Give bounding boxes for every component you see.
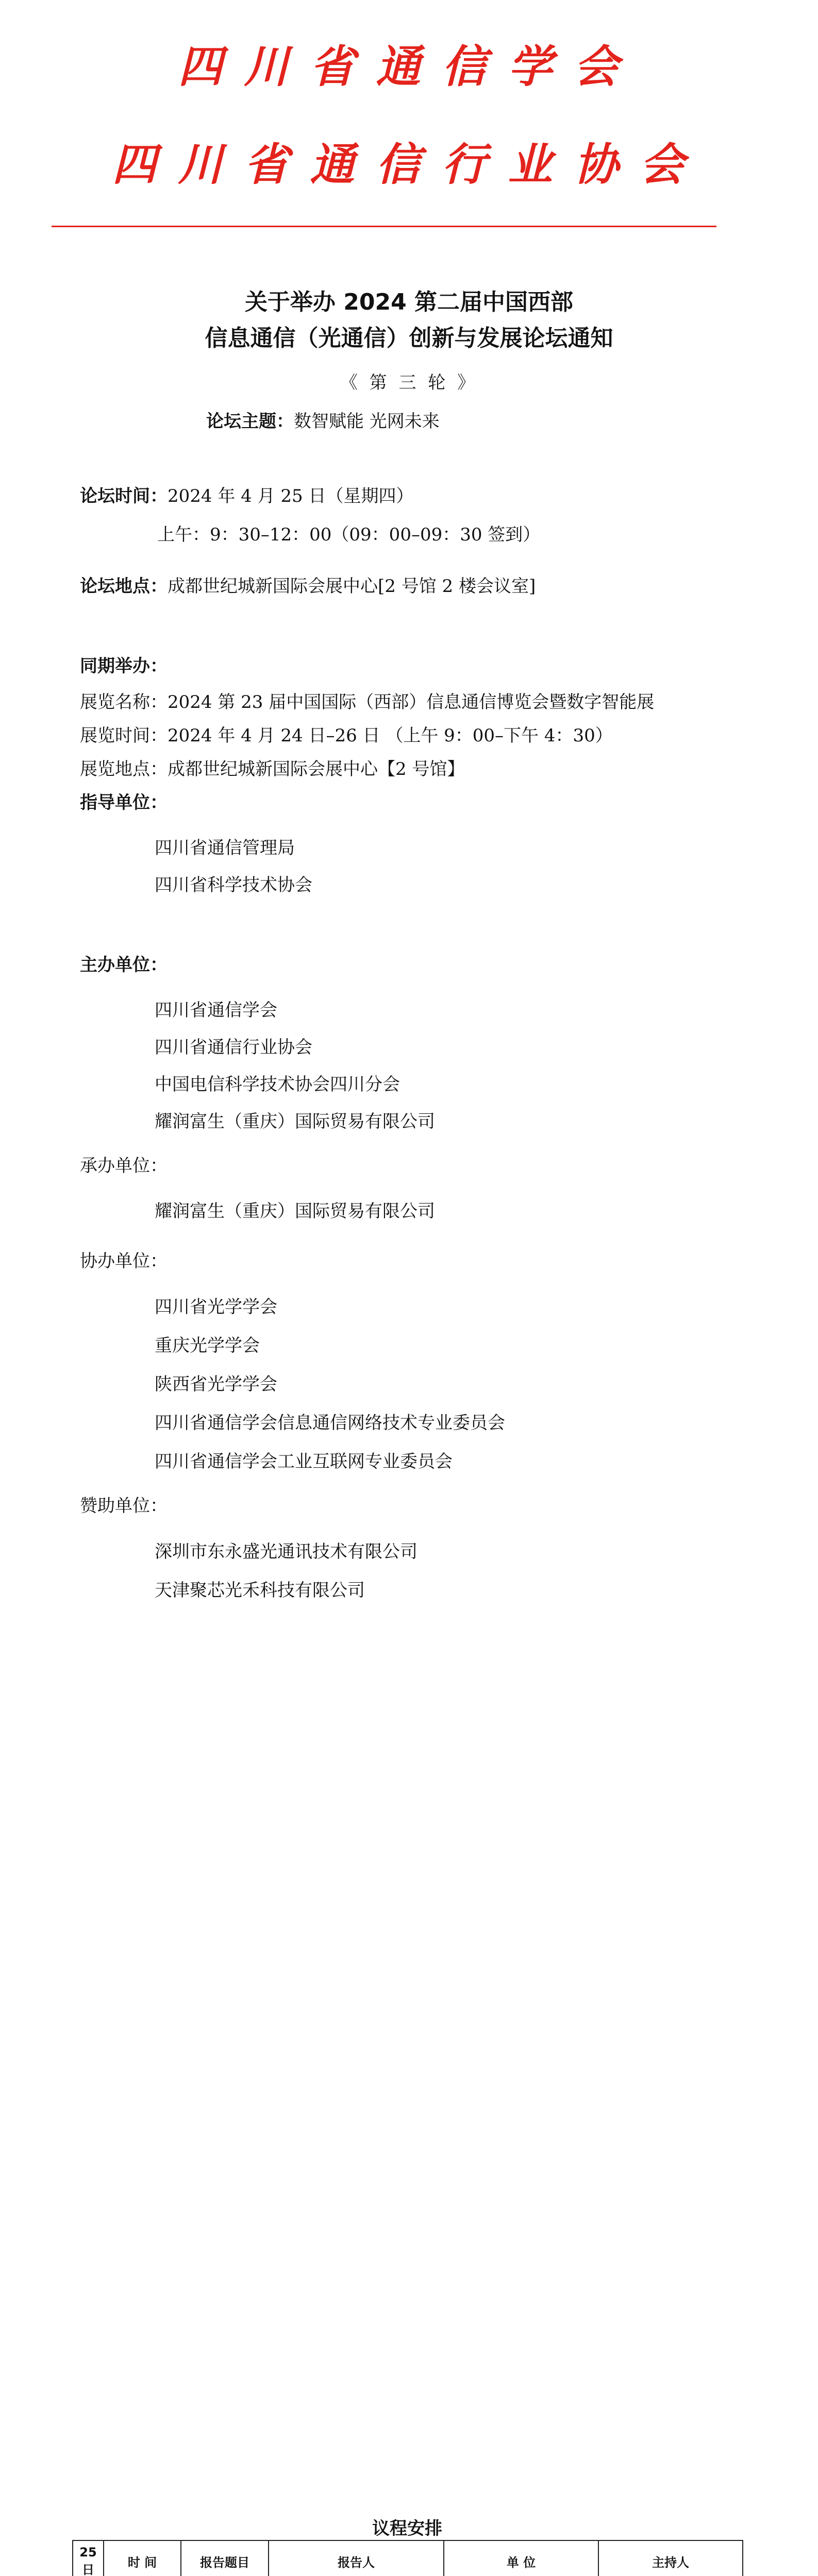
organizer-list <box>155 1193 435 1230</box>
round-label: 《 第 三 轮 》 <box>340 372 478 393</box>
expo-place: 展览地点：成都世纪城新国际会展中心【2 号馆】 <box>80 759 465 779</box>
agenda-caption: 议程安排 <box>372 2518 442 2539</box>
organizer-item: 耀润富生（重庆）国际贸易有限公司 <box>155 1201 435 1222</box>
notice-title-line1: 关于举办 2024 第二届中国西部 <box>244 289 574 315</box>
co-label: 协办单位： <box>80 1251 168 1272</box>
co-item: 四川省光学学会 <box>155 1297 277 1317</box>
co-item: 重庆光学学会 <box>155 1335 260 1356</box>
header-org2: 四川省通信行业协会 <box>112 139 706 191</box>
concurrent-label: 同期举办： <box>80 656 168 676</box>
col-day: 25日 <box>73 2540 104 2576</box>
guide-item: 四川省科学技术协会 <box>155 875 312 895</box>
venue-label: 论坛地点： <box>80 576 168 597</box>
agenda-table <box>72 2540 743 2576</box>
guide-item: 四川省通信管理局 <box>155 838 295 858</box>
col-time: 时 间 <box>104 2540 181 2576</box>
co-item: 四川省通信学会信息通信网络技术专业委员会 <box>155 1413 505 1433</box>
host-item: 四川省通信学会 <box>155 1000 277 1021</box>
expo-time: 展览时间：2024 年 4 月 24 日–26 日 （上午 9：00–下午 4：30） <box>80 725 613 746</box>
agenda-table-wrap <box>72 2540 743 2576</box>
col-chair: 主持人 <box>598 2540 743 2576</box>
notice-title-line2: 信息通信（光通信）创新与发展论坛通知 <box>205 325 613 351</box>
guide-list <box>155 829 312 904</box>
agenda-header-row <box>73 2540 743 2576</box>
host-item: 耀润富生（重庆）国际贸易有限公司 <box>155 1111 435 1132</box>
sponsor-item: 天津聚芯光禾科技有限公司 <box>155 1580 365 1601</box>
host-item: 中国电信科学技术协会四川分会 <box>155 1074 400 1095</box>
time-label: 论坛时间： <box>80 486 168 506</box>
col-topic: 报告题目 <box>181 2540 269 2576</box>
expo-name: 展览名称：2024 第 23 届中国国际（西部）信息通信博览会暨数字智能展 <box>80 692 655 713</box>
sponsor-list <box>155 1533 418 1610</box>
sponsor-item: 深圳市东永盛光通讯技术有限公司 <box>155 1541 418 1562</box>
theme-row <box>206 407 440 432</box>
guide-label: 指导单位： <box>80 792 168 813</box>
host-list <box>155 992 435 1140</box>
time-session: 上午：9：30–12：00（09：00–09：30 签到） <box>157 524 541 545</box>
co-item: 四川省通信学会工业互联网专业委员会 <box>155 1451 453 1472</box>
venue-row <box>80 572 536 597</box>
col-speaker: 报告人 <box>269 2540 444 2576</box>
header-divider <box>52 226 716 227</box>
time-date: 2024 年 4 月 25 日（星期四） <box>168 486 414 506</box>
col-unit: 单 位 <box>444 2540 598 2576</box>
theme-label: 论坛主题： <box>206 411 294 432</box>
co-list <box>155 1288 505 1481</box>
sponsor-label: 赞助单位： <box>80 1496 168 1516</box>
host-item: 四川省通信行业协会 <box>155 1037 312 1058</box>
organizer-label: 承办单位： <box>80 1156 168 1176</box>
theme-value: 数智赋能 光网未来 <box>294 411 440 432</box>
venue-value: 成都世纪城新国际会展中心[2 号馆 2 楼会议室] <box>168 576 536 597</box>
host-label: 主办单位： <box>80 955 168 975</box>
header-org1: 四川省通信学会 <box>178 41 640 93</box>
co-item: 陕西省光学学会 <box>155 1374 277 1395</box>
time-row <box>80 482 413 507</box>
